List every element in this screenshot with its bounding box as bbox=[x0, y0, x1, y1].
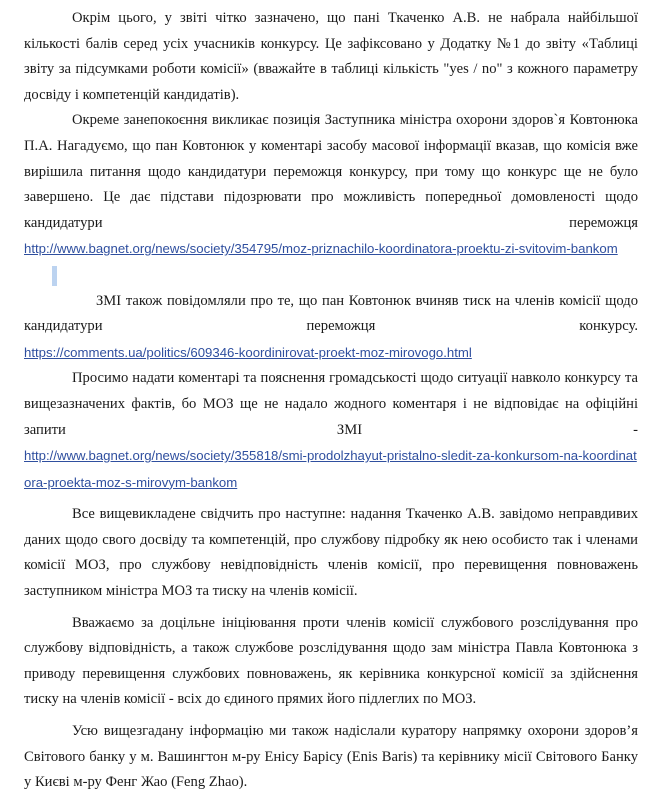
paragraph-report-points: Окрім цього, у звіті чітко зазначено, що пані Ткаченко А.В. не набрала найбільшої кількості балів серед усіх учасників конкурсу. Це зафіксовано у Додатку №1 до звіту «Таблиці звіту за підсумками роботи комісії» (вважайте в таблиці кількість "yes / no" з кожного параметру досвіду і компетенцій кандидатів). bbox=[24, 10, 638, 103]
paragraph-deputy-minister: Окреме занепокоєння викликає позиція Заступника міністра охорони здоров`я Ковтонюка П.А. Нагадуємо, що пан Ковтонюк у коментарі засобу масової інформації вказав, що комісія вже вирішила питання щодо кандидатури переможця конкурсу, при тому що конкурс ще не було завершено. Це дає підстави підозрювати про можливість попередньої домовленості щодо кандидатури переможця bbox=[24, 112, 638, 231]
link-bagnet-354795[interactable]: http://www.bagnet.org/news/society/354795/moz-priznachilo-koordinatora-proektu-zi-svitovim-bankom bbox=[24, 241, 618, 257]
text-cursor-line bbox=[24, 263, 638, 289]
paragraph-investigation: Вважаємо за доцільне ініціювання проти членів комісії службового розслідування про службову відповідність, а також службове розслідування щодо зам міністра Павла Ковтонюка з приводу перевищення службових повноважень, як керівника конкурсної комісії за здійснення тиску на членів комісії - всіх до єдиного прямих його підлеглих по МОЗ. bbox=[24, 614, 638, 708]
text-cursor-caret bbox=[52, 266, 57, 286]
document-body bbox=[24, 6, 638, 796]
paragraph-pressure: ЗМІ також повідомляли про те, що пан Ковтонюк вчиняв тиск на членів комісії щодо кандидатури переможця конкурсу. bbox=[24, 292, 638, 335]
link-paragraph-2 bbox=[24, 340, 638, 367]
paragraph-request-comments: Просимо надати коментарі та пояснення громадськості щодо ситуації навколо конкурсу та вищезазначених фактів, бо МОЗ ще не надало жодного коментаря і не відповідає на офіційні запити ЗМІ - bbox=[24, 370, 638, 438]
paragraph-world-bank: Усю вищезгадану інформацію ми також надіслали куратору напрямку охорони здоров’я Світового банку у м. Вашингтон м-ру Енісу Барісу (Enis Baris) та керівнику місії Світового Банку у Києві м-ру Фенг Жао (Feng Zhao). bbox=[24, 723, 638, 791]
link-comments-609346[interactable]: https://comments.ua/politics/609346-koordinirovat-proekt-moz-mirovogo.html bbox=[24, 344, 472, 360]
link-paragraph-1 bbox=[24, 236, 638, 263]
paragraph-conclusions: Все вищевикладене свідчить про наступне: надання Ткаченко А.В. завідомо неправдивих даних щодо свого досвіду та компетенцій, про службову підробку як нею особисто так і членами комісії МОЗ, про службову невідповідність членів комісії, про перевищення повноважень заступником міністра МОЗ та тиску на членів комісії. bbox=[24, 506, 638, 600]
link-paragraph-3 bbox=[24, 443, 638, 496]
link-bagnet-355818[interactable]: http://www.bagnet.org/news/society/355818/smi-prodolzhayut-pristalno-sledit-za-konkursom-na-koordinatora-proekta-moz-s-mirovym-bankom bbox=[24, 448, 637, 490]
